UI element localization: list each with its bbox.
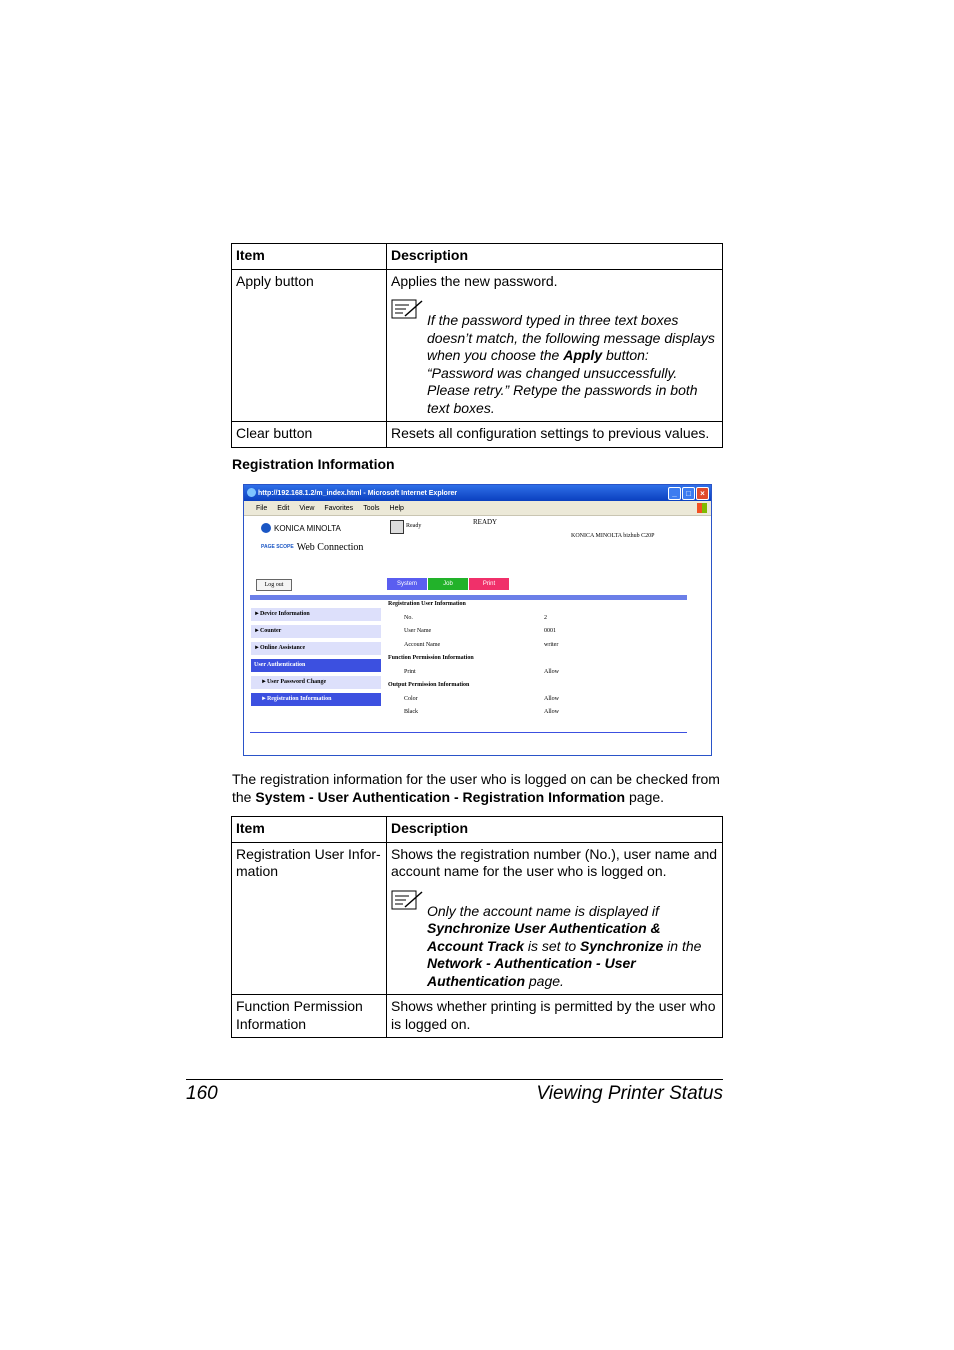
body-paragraph: The registration information for the user who is logged on can be checked from the System - User Authentication - Registration Information page. [232,771,720,805]
window-controls [668,487,709,500]
brand-globe-icon [261,523,271,533]
menu-view[interactable]: View [299,504,315,512]
table-row [232,842,723,995]
sidebar-item-device-information[interactable]: ►Device Information [251,608,381,621]
note-pencil-icon [391,298,427,417]
print-label: Print [404,668,416,675]
menu-bar [244,501,711,516]
sidebar-item-user-password-change[interactable]: ►User Password Change [251,676,381,689]
menu-tools[interactable]: Tools [363,504,380,512]
section-function-permission: Function Permission Information [388,655,474,661]
no-label: No. [404,614,413,621]
sidebar-item-registration-information[interactable]: ►Registration Information [251,693,381,706]
konica-minolta-logo: KONICA MINOLTA [261,523,341,533]
no-value: 2 [544,614,547,621]
status-small: Ready [406,523,422,529]
registration-content [387,601,687,723]
black-label: Black [404,709,418,715]
column-header-item: Item [232,817,387,843]
items-table-2 [231,816,723,1038]
description-text: Shows the registration number (No.), user name and account name for the user who is logged on. [391,845,718,879]
sidebar [251,608,381,710]
table-row [232,269,723,422]
table-header-row [232,244,723,270]
black-value: Allow [544,709,559,715]
note-text: If the password typed in three text boxes doesn’t match, the following message displays when you choose the Apply button: “Password was changed unsuccessfully. Please retry.” Retype the passwords in both text boxes. [427,312,715,416]
logout-button[interactable]: Log out [256,579,292,591]
menu-edit[interactable]: Edit [277,504,290,512]
window-title: http://192.168.1.2/m_index.html - Microsoft Internet Explorer [258,489,458,497]
page-number: 160 [186,1083,218,1104]
column-header-description: Description [387,817,723,843]
top-tabs [387,578,509,590]
table-row [232,995,723,1038]
item-cell: Clear button [232,422,387,448]
menu-favorites[interactable]: Favorites [324,504,354,512]
footer-bar [250,732,687,733]
description-cell: Shows whether printing is permitted by the user who is logged on. [387,995,723,1038]
footer-rule [186,1079,723,1080]
header-bar [250,595,687,600]
window-titlebar [244,485,711,501]
printer-model: KONICA MINOLTA bizhub C20P [571,533,655,539]
menu-file[interactable]: File [256,504,268,512]
minimize-icon[interactable]: _ [668,487,681,500]
section-output-permission: Output Permission Information [388,682,470,688]
close-icon[interactable]: × [696,487,709,500]
tab-print[interactable]: Print [469,578,509,590]
color-value: Allow [544,695,559,702]
description-text: Applies the new password. [391,272,558,289]
web-connection-logo: PAGE SCOPE Web Connection [261,542,364,553]
description-cell [387,842,723,995]
sidebar-item-online-assistance[interactable]: ►Online Assistance [251,642,381,655]
menu-help[interactable]: Help [389,504,404,512]
printer-status-icon [390,520,404,534]
description-cell: Resets all configuration settings to previous values. [387,422,723,448]
note-text: Only the account name is displayed if Synchronize User Authentication & Account Track is set to Synchronize in the Network - Authentication - User Authentication page. [427,902,702,989]
column-header-item: Item [232,244,387,270]
section-registration-user: Registration User Information [388,601,466,607]
section-heading: Registration Information [232,456,395,472]
user-name-value: 0001 [544,628,556,634]
windows-flag-icon [697,503,707,513]
table-header-row [232,817,723,843]
note [391,889,718,991]
description-cell [387,269,723,422]
column-header-description: Description [387,244,723,270]
item-cell: Apply button [232,269,387,422]
chapter-title: Viewing Printer Status [536,1083,723,1104]
status-ready: READY [473,518,498,526]
maximize-icon[interactable]: □ [682,487,695,500]
note [391,298,718,417]
print-value: Allow [544,668,559,675]
tab-system[interactable]: System [387,578,427,590]
sidebar-item-counter[interactable]: ►Counter [251,625,381,638]
item-cell: Registration User Infor-mation [232,842,387,995]
browser-screenshot [243,484,712,756]
account-name-label: Account Name [404,641,441,648]
ie-icon [247,488,256,497]
user-name-label: User Name [404,628,432,634]
account-name-value: writer [544,641,559,648]
tab-job[interactable]: Job [428,578,468,590]
note-pencil-icon [391,889,427,991]
items-table-1 [231,243,723,448]
table-row [232,422,723,448]
item-cell: Function Permission Information [232,995,387,1038]
sidebar-item-user-authentication[interactable]: User Authentication [251,659,381,672]
color-label: Color [404,695,418,702]
